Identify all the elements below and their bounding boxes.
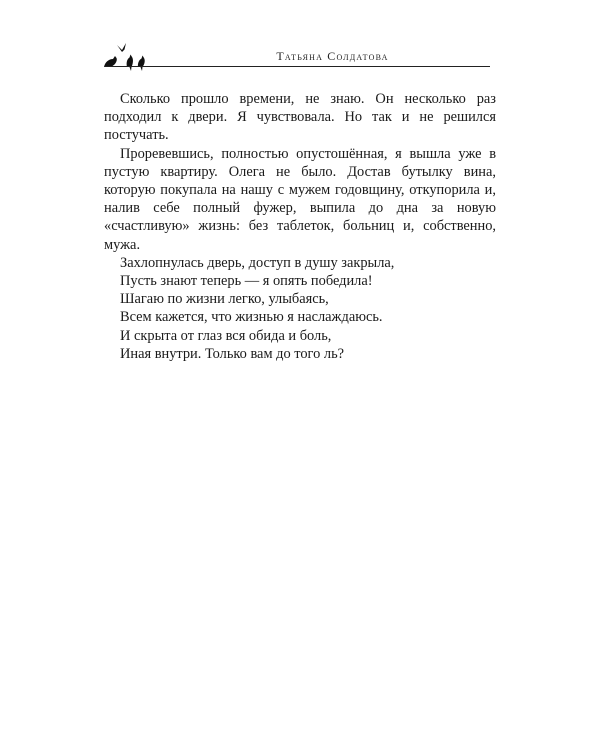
page-body [104, 90, 496, 363]
verse-line: Шагаю по жизни легко, улыбаясь, [120, 291, 329, 308]
paragraph: Сколько прошло времени, не знаю. Он несколько раз подходил к двери. Я чувствовала. Но так и не решился постучать. [104, 91, 496, 144]
running-head-author: Татьяна Солдатова [276, 49, 389, 63]
verse-line: Пусть знают теперь — я опять победила! [120, 273, 373, 290]
header-rule [105, 66, 490, 67]
verse-line: Всем кажется, что жизнью я наслаждаюсь. [120, 309, 383, 326]
verse-line: Иная внутри. Только вам до того ль? [120, 345, 345, 362]
verse-line: Захлопнулась дверь, доступ в душу закрыла, [120, 254, 395, 271]
birds-on-wire-icon [95, 36, 165, 78]
paragraph: Проревевшись, полностью опустошённая, я вышла уже в пустую квартиру. Олега не было. Достав бутылку вина, которую покупала на нашу с мужем годовщину, откупорила и, налив себе полный фужер, выпила до дна за новую «счастливую» жизнь: без таблеток, больниц и, собственно, мужа. [104, 145, 496, 253]
verse-line: И скрыта от глаз вся обида и боль, [120, 327, 332, 344]
running-header [95, 36, 490, 78]
